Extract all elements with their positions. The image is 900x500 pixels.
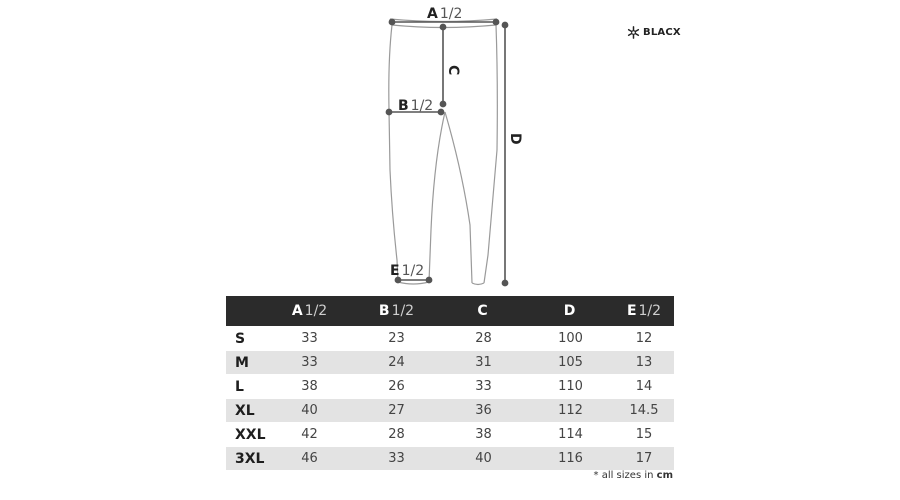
table-cell: 38 [266,375,353,399]
table-cell: 14 [614,375,674,399]
table-cell: 100 [527,327,614,351]
table-cell: 40 [266,399,353,423]
table-cell: 14.5 [614,399,674,423]
header-col: B 1/2 [353,296,440,327]
snowflake-logo-icon [627,26,640,39]
table-cell: 31 [440,351,527,375]
header-col: E 1/2 [614,296,674,327]
table-cell: 15 [614,423,674,447]
table-row [226,327,674,351]
table-cell: 33 [266,351,353,375]
table-cell: 13 [614,351,674,375]
table-cell: 38 [440,423,527,447]
measurement-lines [386,19,507,285]
table-cell: 27 [353,399,440,423]
units-note [594,470,673,481]
units-note-prefix: * all sizes in [593,470,657,481]
size-name: S [226,327,266,351]
size-table [226,296,674,470]
table-row [226,399,674,423]
table-cell: 23 [353,327,440,351]
size-name: XXL [226,423,266,447]
table-cell: 33 [266,327,353,351]
table-cell: 114 [527,423,614,447]
table-cell: 116 [527,447,614,471]
table-cell: 46 [266,447,353,471]
table-cell: 36 [440,399,527,423]
size-name: XL [226,399,266,423]
header-col: C [440,296,527,327]
table-row [226,447,674,471]
table-cell: 28 [440,327,527,351]
label-b: B 1/2 [398,98,434,114]
table-cell: 28 [353,423,440,447]
size-name: M [226,351,266,375]
table-cell: 33 [353,447,440,471]
label-c: C [445,65,461,76]
table-header-row [226,296,674,327]
table-row [226,423,674,447]
header-col: D [527,296,614,327]
table-cell: 33 [440,375,527,399]
table-cell: 26 [353,375,440,399]
label-a: A 1/2 [427,6,463,22]
table-row [226,351,674,375]
label-d: D [507,133,523,145]
table-cell: 105 [527,351,614,375]
table-cell: 24 [353,351,440,375]
size-name: L [226,375,266,399]
table-row [226,375,674,399]
table-cell: 40 [440,447,527,471]
table-cell: 17 [614,447,674,471]
header-col: A 1/2 [266,296,353,327]
brand [627,26,681,39]
table-cell: 12 [614,327,674,351]
brand-name: BLACX [643,27,681,38]
label-e: E 1/2 [390,263,425,279]
table-cell: 112 [527,399,614,423]
table-cell: 42 [266,423,353,447]
size-name: 3XL [226,447,266,471]
units-note-unit: cm [656,470,673,481]
table-cell: 110 [527,375,614,399]
header-size [226,296,266,327]
